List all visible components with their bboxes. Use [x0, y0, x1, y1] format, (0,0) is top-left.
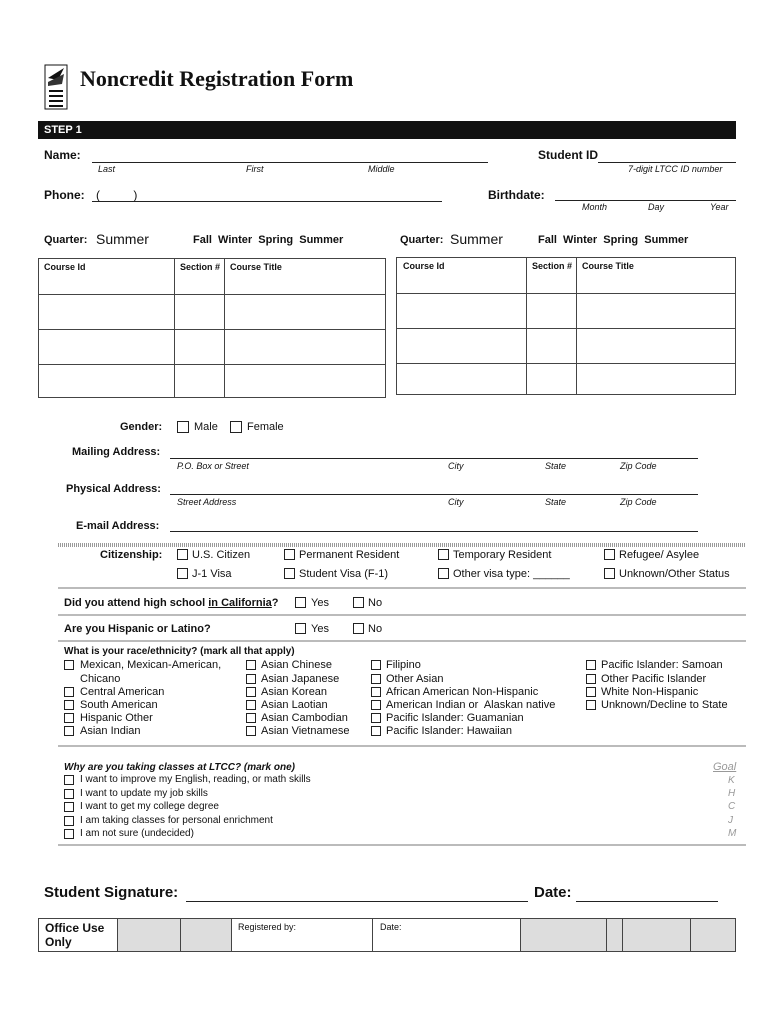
j1-visa-checkbox[interactable]: [177, 568, 188, 579]
hispanic-yes-checkbox[interactable]: [295, 623, 306, 634]
hispanic-no-label: No: [368, 623, 383, 635]
goal-english-checkbox[interactable]: [64, 775, 74, 785]
race-option: Mexican, Mexican-American,: [80, 659, 222, 671]
phone-area-code: ( ): [96, 188, 138, 202]
student-id-field[interactable]: [598, 162, 736, 163]
male-checkbox[interactable]: [177, 421, 189, 433]
goal-label: Goal: [713, 761, 737, 773]
race-option: Asian Chinese: [261, 659, 332, 671]
race-asian-indian-checkbox[interactable]: [64, 726, 74, 736]
race-option: Hispanic Other: [80, 712, 153, 724]
hispanic-no-checkbox[interactable]: [353, 623, 364, 634]
course-table-left: [38, 258, 386, 398]
step1-bar: [38, 121, 736, 139]
race-option: Other Asian: [386, 673, 444, 685]
temporary-resident-label: Temporary Resident: [453, 549, 552, 561]
race-option: Asian Vietnamese: [261, 725, 350, 737]
highschool-yes-checkbox[interactable]: [295, 597, 306, 608]
goal-option: I want to get my college degree: [80, 801, 219, 812]
phone-field[interactable]: [92, 201, 442, 202]
citizenship-label: Citizenship:: [100, 549, 163, 561]
course-id-header-right: Course Id: [403, 261, 445, 271]
section-header-left: Section #: [180, 262, 221, 272]
mailing-label: Mailing Address:: [72, 446, 161, 458]
us-citizen-label: U.S. Citizen: [192, 549, 251, 561]
race-south-american-checkbox[interactable]: [64, 700, 74, 710]
year-hint: Year: [710, 202, 729, 212]
page-title: Noncredit Registration Form: [80, 66, 354, 91]
mailing-field[interactable]: [170, 458, 698, 459]
race-other-asian-checkbox[interactable]: [371, 674, 381, 684]
race-other-pacific-checkbox[interactable]: [586, 674, 596, 684]
month-hint: Month: [582, 202, 608, 212]
quarter-options-right: Fall Winter Spring Summer: [538, 234, 689, 246]
separator: [58, 587, 746, 589]
separator: [58, 543, 746, 547]
race-asian-vietnamese-checkbox[interactable]: [246, 726, 256, 736]
goal-option: I am taking classes for personal enrichment: [80, 815, 273, 826]
goal-code: M: [728, 828, 737, 839]
mailing-street-hint: P.O. Box or Street: [177, 461, 249, 471]
goal-job-skills-checkbox[interactable]: [64, 789, 74, 799]
race-option: Chicano: [80, 673, 121, 685]
race-option: Filipino: [386, 659, 421, 671]
goal-option: I want to improve my English, reading, or math skills: [80, 774, 311, 785]
race-central-american-checkbox[interactable]: [64, 687, 74, 697]
race-option: Asian Cambodian: [261, 712, 348, 724]
quarter-options-left: Fall Winter Spring Summer: [193, 234, 344, 246]
signature-date-label: Date:: [534, 884, 572, 901]
race-option: Other Pacific Islander: [601, 673, 707, 685]
race-option: White Non-Hispanic: [601, 686, 699, 698]
goal-code: C: [728, 801, 736, 812]
college-logo: [44, 64, 68, 110]
refugee-label: Refugee/ Asylee: [619, 549, 700, 561]
phone-label: Phone:: [44, 188, 85, 202]
goal-degree-checkbox[interactable]: [64, 802, 74, 812]
student-id-hint: 7-digit LTCC ID number: [628, 164, 723, 174]
physical-state-hint: State: [545, 497, 567, 507]
signature-date-field[interactable]: [576, 901, 718, 902]
birthdate-field[interactable]: [555, 200, 736, 201]
gender-label: Gender:: [120, 421, 163, 433]
temporary-resident-checkbox[interactable]: [438, 549, 449, 560]
race-asian-korean-checkbox[interactable]: [246, 687, 256, 697]
race-asian-japanese-checkbox[interactable]: [246, 674, 256, 684]
race-option: Asian Indian: [80, 725, 141, 737]
race-asian-chinese-checkbox[interactable]: [246, 660, 256, 670]
us-citizen-checkbox[interactable]: [177, 549, 188, 560]
goal-code: J: [728, 815, 733, 826]
separator: [58, 640, 746, 642]
other-visa-label: Other visa type: ______: [453, 568, 570, 580]
permanent-resident-label: Permanent Resident: [299, 549, 400, 561]
highschool-yes-label: Yes: [311, 597, 329, 609]
quarter-value-left: Summer: [96, 231, 149, 247]
section-header-right: Section #: [532, 261, 573, 271]
race-mexican-checkbox[interactable]: [64, 660, 74, 670]
hispanic-question: Are you Hispanic or Latino?: [64, 623, 211, 635]
course-title-header-right: Course Title: [582, 261, 634, 271]
race-filipino-checkbox[interactable]: [371, 660, 381, 670]
physical-street-hint: Street Address: [177, 497, 237, 507]
middle-hint: Middle: [368, 164, 395, 174]
race-option: Asian Korean: [261, 686, 328, 698]
female-checkbox[interactable]: [230, 421, 242, 433]
goal-option: I am not sure (undecided): [80, 828, 194, 839]
office-use-label: Office Use Only: [45, 921, 105, 949]
race-asian-cambodian-checkbox[interactable]: [246, 713, 256, 723]
goal-option: I want to update my job skills: [80, 788, 208, 799]
race-samoan-checkbox[interactable]: [586, 660, 596, 670]
j1-visa-label: J-1 Visa: [192, 568, 232, 580]
quarter-label-left: Quarter:: [44, 234, 88, 246]
quarter-value-right: Summer: [450, 231, 503, 247]
female-label: Female: [247, 421, 284, 433]
birthdate-label: Birthdate:: [488, 188, 545, 202]
student-visa-checkbox[interactable]: [284, 568, 295, 579]
race-hispanic-other-checkbox[interactable]: [64, 713, 74, 723]
race-option: Unknown/Decline to State: [601, 699, 728, 711]
unknown-status-label: Unknown/Other Status: [619, 568, 730, 580]
race-option: Asian Japanese: [261, 673, 340, 685]
race-african-american-checkbox[interactable]: [371, 687, 381, 697]
highschool-no-checkbox[interactable]: [353, 597, 364, 608]
race-white-checkbox[interactable]: [586, 687, 596, 697]
office-date-label: Date:: [380, 922, 402, 932]
physical-city-hint: City: [448, 497, 464, 507]
race-hawaiian-checkbox[interactable]: [371, 726, 381, 736]
goal-enrichment-checkbox[interactable]: [64, 816, 74, 826]
race-option: South American: [80, 699, 158, 711]
mailing-zip-hint: Zip Code: [620, 461, 657, 471]
quarter-label-right: Quarter:: [400, 234, 444, 246]
goal-code: H: [728, 788, 736, 799]
race-american-indian-checkbox[interactable]: [371, 700, 381, 710]
signature-label: Student Signature:: [44, 884, 179, 901]
last-hint: Last: [98, 164, 116, 174]
race-option: Pacific Islander: Guamanian: [386, 712, 524, 724]
mailing-city-hint: City: [448, 461, 464, 471]
goal-code: K: [728, 775, 735, 786]
race-option: American Indian or Alaskan native: [386, 699, 556, 711]
race-option: African American Non-Hispanic: [386, 686, 539, 698]
permanent-resident-checkbox[interactable]: [284, 549, 295, 560]
hispanic-yes-label: Yes: [311, 623, 329, 635]
course-table-right: [396, 257, 736, 395]
step1-label: STEP 1: [44, 124, 82, 136]
physical-label: Physical Address:: [66, 483, 161, 495]
race-asian-laotian-checkbox[interactable]: [246, 700, 256, 710]
student-id-label: Student ID: [538, 148, 598, 162]
first-hint: First: [246, 164, 264, 174]
race-option: Asian Laotian: [261, 699, 328, 711]
race-option: Central American: [80, 686, 165, 698]
race-question: What is your race/ethnicity? (mark all that apply): [64, 646, 295, 657]
goal-question: Why are you taking classes at LTCC? (mark one): [64, 762, 295, 773]
unknown-status-checkbox[interactable]: [604, 568, 615, 579]
student-visa-label: Student Visa (F-1): [299, 568, 389, 580]
separator: [58, 614, 746, 616]
highschool-question: Did you attend high school in California?: [64, 597, 279, 609]
separator: [58, 844, 746, 846]
mailing-state-hint: State: [545, 461, 567, 471]
refugee-checkbox[interactable]: [604, 549, 615, 560]
race-unknown-checkbox[interactable]: [586, 700, 596, 710]
race-option: Pacific Islander: Hawaiian: [386, 725, 512, 737]
day-hint: Day: [648, 202, 665, 212]
email-label: E-mail Address:: [76, 520, 160, 532]
registered-by-label: Registered by:: [238, 922, 297, 932]
separator: [58, 745, 746, 747]
male-label: Male: [194, 421, 218, 433]
race-guamanian-checkbox[interactable]: [371, 713, 381, 723]
race-option: Pacific Islander: Samoan: [601, 659, 723, 671]
physical-field[interactable]: [170, 494, 698, 495]
signature-field[interactable]: [186, 901, 528, 902]
name-field[interactable]: [92, 162, 488, 163]
email-field[interactable]: [170, 531, 698, 532]
physical-zip-hint: Zip Code: [620, 497, 657, 507]
course-title-header-left: Course Title: [230, 262, 282, 272]
other-visa-checkbox[interactable]: [438, 568, 449, 579]
name-label: Name:: [44, 148, 81, 162]
goal-undecided-checkbox[interactable]: [64, 829, 74, 839]
course-id-header-left: Course Id: [44, 262, 86, 272]
highschool-no-label: No: [368, 597, 383, 609]
